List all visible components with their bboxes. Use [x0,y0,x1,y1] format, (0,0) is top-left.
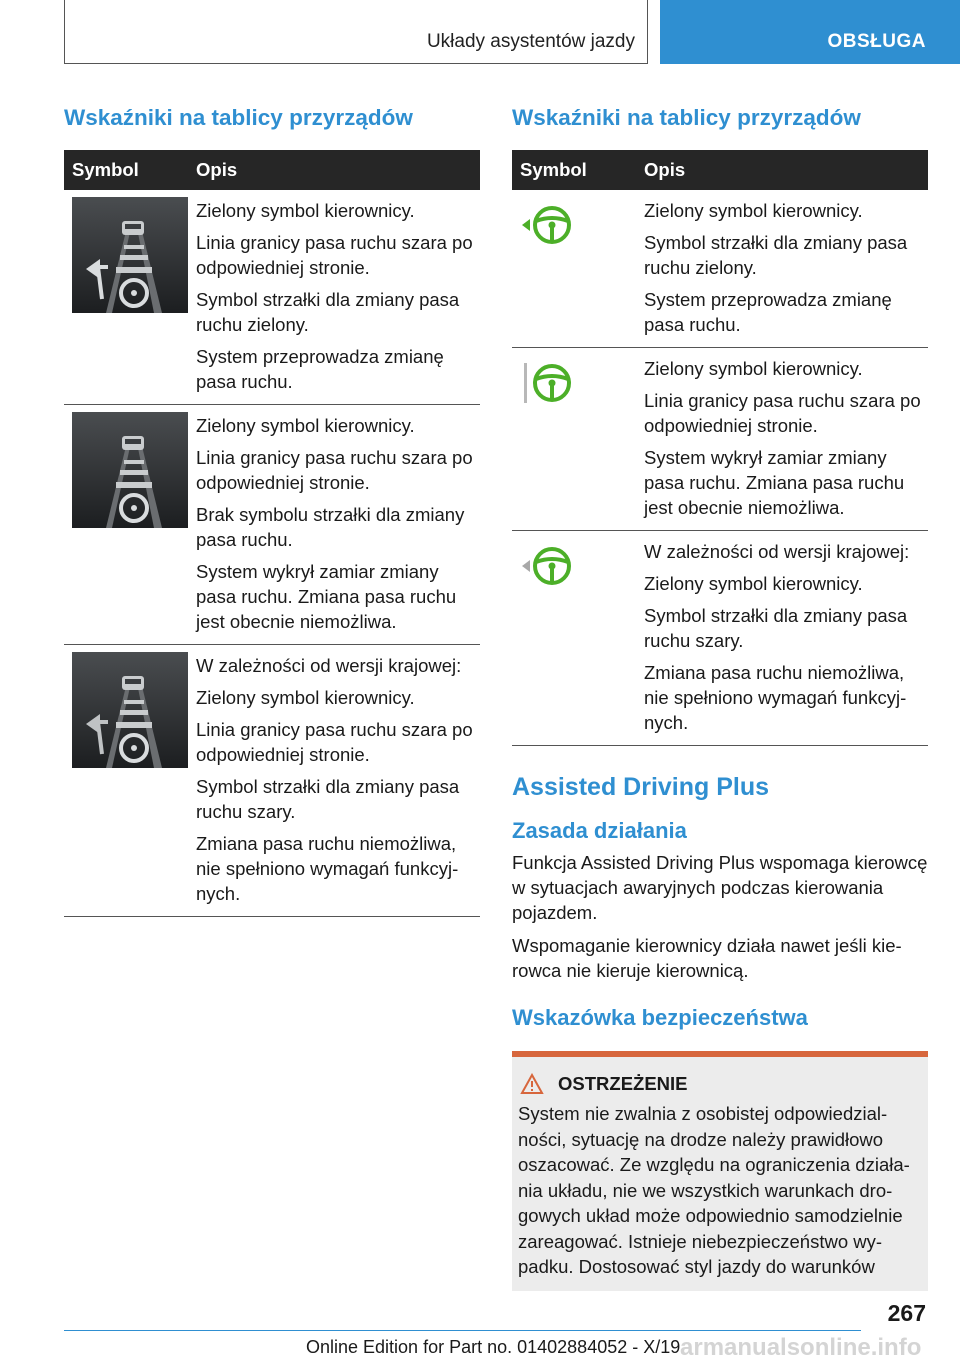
description-line: Linia granicy pasa ruchu szara po odpowiedniej stronie. [196,447,473,493]
steering-wheel-green-arrow-icon [520,199,580,249]
table-row [64,645,480,917]
symbol-cell [512,348,636,531]
table-row [64,190,480,405]
description-cell [636,348,928,531]
chapter-title: Układy asystentów jazdy [426,31,635,52]
description-line: W zależności od wersji krajowej: [644,541,910,562]
description-line: W zależności od wersji krajowej: [196,655,462,676]
right-symbol-table [512,150,928,746]
left-heading: Wskaźniki na tablicy przyrządów [64,105,413,130]
description-cell [188,190,480,405]
description-line: System wykrył zamiar zmiany pasa ruchu. Zmiana pasa ruchu jest obecnie niemożliwa. [196,561,457,632]
description-cell [188,405,480,645]
description-line: Brak symbolu strzałki dla zmiany pasa ruchu. [196,504,465,550]
header-chapter-box [64,0,648,64]
description-line: Zielony symbol kierownicy. [196,415,415,436]
description-line: Symbol strzałki dla zmiany pasa ruchu zielony. [644,232,908,278]
symbol-cell [512,190,636,348]
principle-title: Zasada działania [512,818,687,843]
description-cell [636,531,928,746]
description-line: Zielony symbol kierownicy. [196,200,415,221]
table-row [512,531,928,746]
footer-watermark: armanualsonline.info [680,1334,922,1361]
symbol-cell [512,531,636,746]
footer-edition: Online Edition for Part no. 01402884052 - X/19 [306,1337,681,1357]
left-symbol-table [64,150,480,917]
steering-wheel-grey-arrow-icon [520,540,580,590]
left-column [64,100,480,917]
warning-header [518,1073,922,1095]
warning-title: OSTRZEŻENIE [558,1073,688,1094]
principle-paragraph: Funkcja Assisted Driving Plus wspomaga kierowcę w sytuacjach awaryjnych podczas kierowania pojazdem. [512,852,928,923]
column-header-description: Opis [636,150,928,190]
header-section-tab[interactable] [660,0,960,64]
footer-divider [64,1330,861,1331]
page-number: 267 [887,1300,926,1326]
steering-wheel-lane-line-icon [520,357,580,407]
table-header-row [512,150,928,190]
lane-change-grey-arrow-display-icon [72,652,188,768]
column-header-description: Opis [188,150,480,190]
table-row [512,190,928,348]
description-line: Zmiana pasa ruchu niemożliwa, nie spełniono wymagań funkcyjnych. [644,662,907,733]
table-row [512,348,928,531]
section-title-assisted-driving: Assisted Driving Plus [512,773,770,801]
description-line: System przeprowadza zmianę pasa ruchu. [196,346,444,392]
symbol-cell [64,645,188,917]
description-line: System przeprowadza zmianę pasa ruchu. [644,289,892,335]
description-line: Symbol strzałki dla zmiany pasa ruchu szary. [196,776,460,822]
description-cell [188,645,480,917]
lane-change-left-arrow-display-icon [72,197,188,313]
right-heading: Wskaźniki na tablicy przyrządów [512,105,861,130]
description-line: Zielony symbol kierownicy. [644,573,863,594]
symbol-cell [64,190,188,405]
section-title: OBSŁUGA [827,31,926,52]
description-line: Symbol strzałki dla zmiany pasa ruchu zielony. [196,289,460,335]
warning-text: System nie zwalnia z osobistej odpowiedzialności, sytuację na drodze należy prawidłowo oszacować. Ze względu na ograniczenia działania układu, nie we wszystkich warunkach drogowych układ może odpowiednio samodzielnie zareagować. Istnieje niebezpieczeństwo wypadku. Dostosować styl jazdy do warunków [518,1103,910,1277]
description-cell [636,190,928,348]
table-header-row [64,150,480,190]
description-line: Zielony symbol kierownicy. [644,358,863,379]
column-header-symbol: Symbol [512,150,636,190]
warning-box [512,1051,928,1291]
right-column [512,100,928,1291]
description-line: Linia granicy pasa ruchu szara po odpowiedniej stronie. [196,719,473,765]
description-line: Linia granicy pasa ruchu szara po odpowiedniej stronie. [196,232,473,278]
safety-title: Wskazówka bezpieczeństwa [512,1005,808,1030]
column-header-symbol: Symbol [64,150,188,190]
symbol-cell [64,405,188,645]
description-line: Symbol strzałki dla zmiany pasa ruchu szary. [644,605,908,651]
description-line: System wykrył zamiar zmiany pasa ruchu. Zmiana pasa ruchu jest obecnie niemożliwa. [644,447,905,518]
warning-triangle-icon [520,1073,544,1095]
description-line: Zielony symbol kierownicy. [644,200,863,221]
table-row [64,405,480,645]
description-line: Zmiana pasa ruchu niemożliwa, nie spełniono wymagań funkcyjnych. [196,833,459,904]
principle-paragraph: Wspomaganie kierownicy działa nawet jeśli kierowca nie kieruje kierownicą. [512,935,902,981]
description-line: Zielony symbol kierownicy. [196,687,415,708]
lane-change-no-arrow-display-icon [72,412,188,528]
description-line: Linia granicy pasa ruchu szara po odpowiedniej stronie. [644,390,921,436]
